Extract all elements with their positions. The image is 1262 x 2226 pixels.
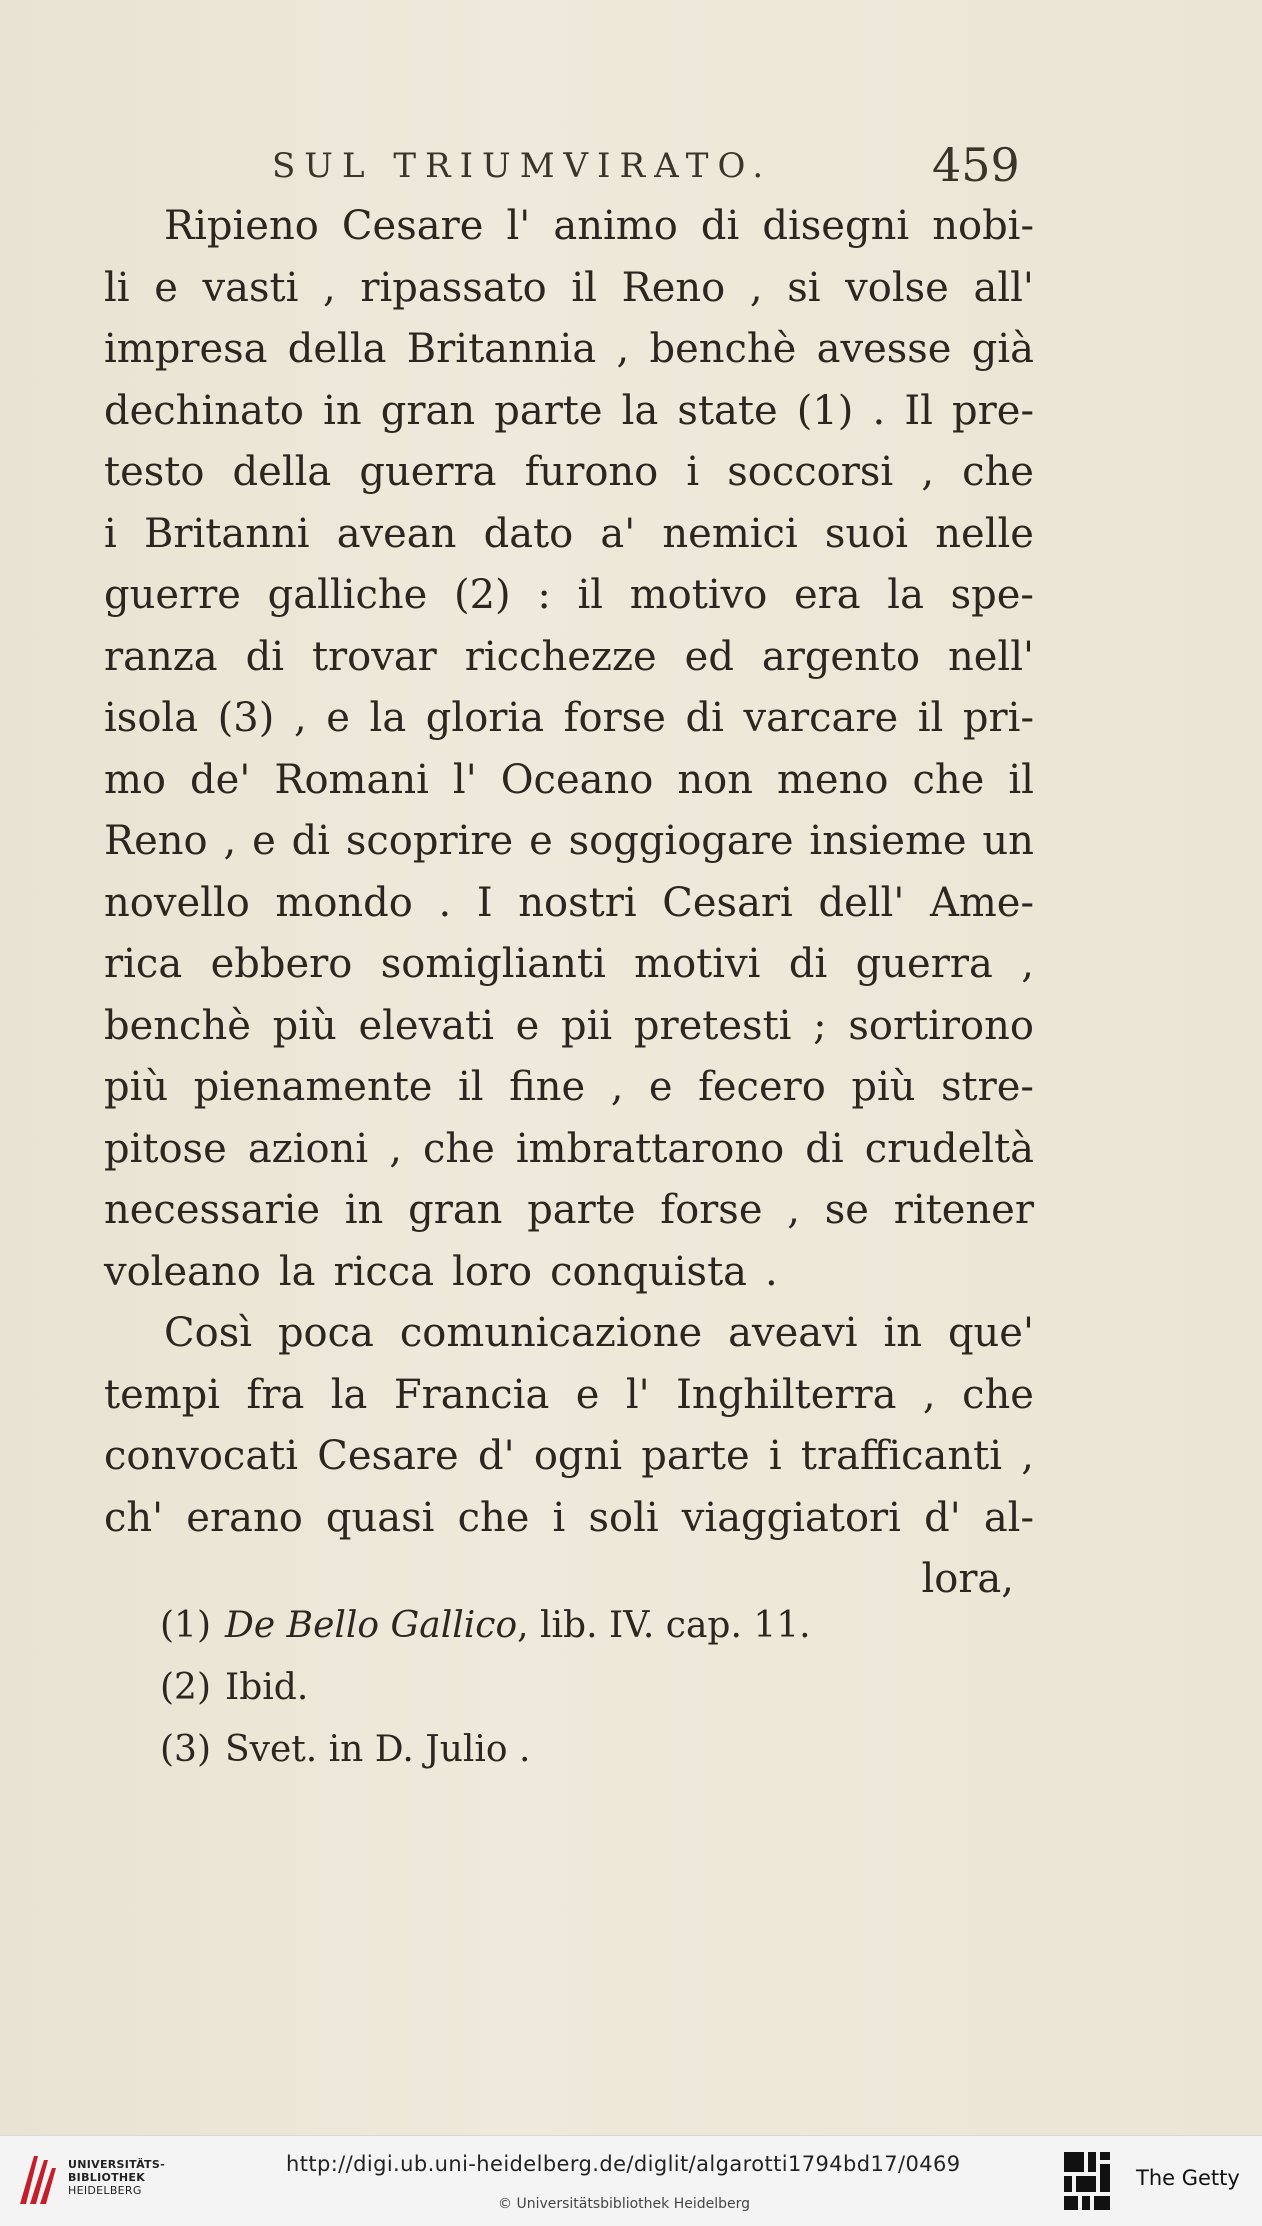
text-line: pitose azioni , che imbrattarono di crudeltà <box>104 1125 1034 1172</box>
copyright-notice: © Universitätsbibliothek Heidelberg <box>498 2196 751 2212</box>
text-line: i Britanni avean dato a' nemici suoi nelle <box>104 510 1034 557</box>
text-line: mo de' Romani l' Oceano non meno che il <box>104 756 1034 803</box>
text-line: benchè più elevati e pii pretesti ; sortirono <box>104 1002 1034 1049</box>
text-line: ch' erano quasi che i soli viaggiatori d' al- <box>104 1494 1034 1541</box>
footnote-title: De Bello Gallico <box>225 1605 518 1646</box>
text-line: rica ebbero somiglianti motivi di guerra , <box>104 941 1034 987</box>
text-line: novello mondo . I nostri Cesari dell' Ame- <box>104 879 1034 926</box>
text-line: Ripieno Cesare l' animo di disegni nobi- <box>164 203 1034 249</box>
footnote-number: (3) <box>160 1729 211 1770</box>
permalink-url[interactable]: http://digi.ub.uni-heidelberg.de/diglit/algarotti1794bd17/0469 <box>286 2152 961 2176</box>
running-head-title: SUL TRIUMVIRATO. <box>272 146 773 186</box>
text-line: dechinato in gran parte la state (1) . Il pre- <box>104 387 1034 434</box>
library-name-line3: HEIDELBERG <box>68 2184 142 2197</box>
viewer-footer <box>0 2135 1262 2226</box>
text-line: più pienamente il fine , e fecero più stre- <box>104 1064 1034 1110</box>
text-line: voleano la ricca loro conquista . <box>104 1248 778 1295</box>
library-name-line1: UNIVERSITÄTS- <box>68 2158 165 2171</box>
text-line: necessarie in gran parte forse , se ritener <box>104 1187 1034 1233</box>
footnote-text: , lib. IV. cap. 11. <box>517 1605 811 1646</box>
footnote <box>160 1657 1020 1719</box>
footnote <box>160 1719 1020 1781</box>
running-head <box>0 138 1262 198</box>
body-text <box>104 196 1034 1611</box>
footnote-text: Ibid. <box>225 1667 309 1708</box>
text-line: li e vasti , ripassato il Reno , si volse all' <box>104 264 1034 311</box>
text-line: impresa della Britannia , benchè avesse già <box>104 326 1034 372</box>
text-line: Così poca comunicazione aveavi in que' <box>164 1310 1034 1356</box>
library-name <box>68 2158 165 2197</box>
footnotes <box>160 1595 1020 1781</box>
footnote-number: (1) <box>160 1605 211 1646</box>
text-line: testo della guerra furono i soccorsi , che <box>104 449 1034 495</box>
footnote <box>160 1595 1020 1657</box>
text-line: convocati Cesare d' ogni parte i trafficanti , <box>104 1433 1034 1479</box>
text-line: isola (3) , e la gloria forse di varcare il pri- <box>104 695 1034 741</box>
footnote-text: Svet. in D. Julio . <box>225 1729 531 1770</box>
library-name-line2: BIBLIOTHEK <box>68 2171 146 2184</box>
partner-name: The Getty <box>1136 2166 1240 2190</box>
text-line: tempi fra la Francia e l' Inghilterra , che <box>104 1371 1034 1418</box>
page-number: 459 <box>932 138 1020 192</box>
text-line: lora , <box>921 1556 1014 1602</box>
getty-logo-icon <box>1062 2150 1112 2212</box>
footnote-number: (2) <box>160 1667 211 1708</box>
ub-heidelberg-logo-icon <box>14 2150 58 2210</box>
text-line: ranza di trovar ricchezze ed argento nell' <box>104 633 1034 680</box>
text-line: Reno , e di scoprire e soggiogare insieme un <box>104 818 1034 864</box>
text-line: guerre galliche (2) : il motivo era la spe- <box>104 572 1034 618</box>
